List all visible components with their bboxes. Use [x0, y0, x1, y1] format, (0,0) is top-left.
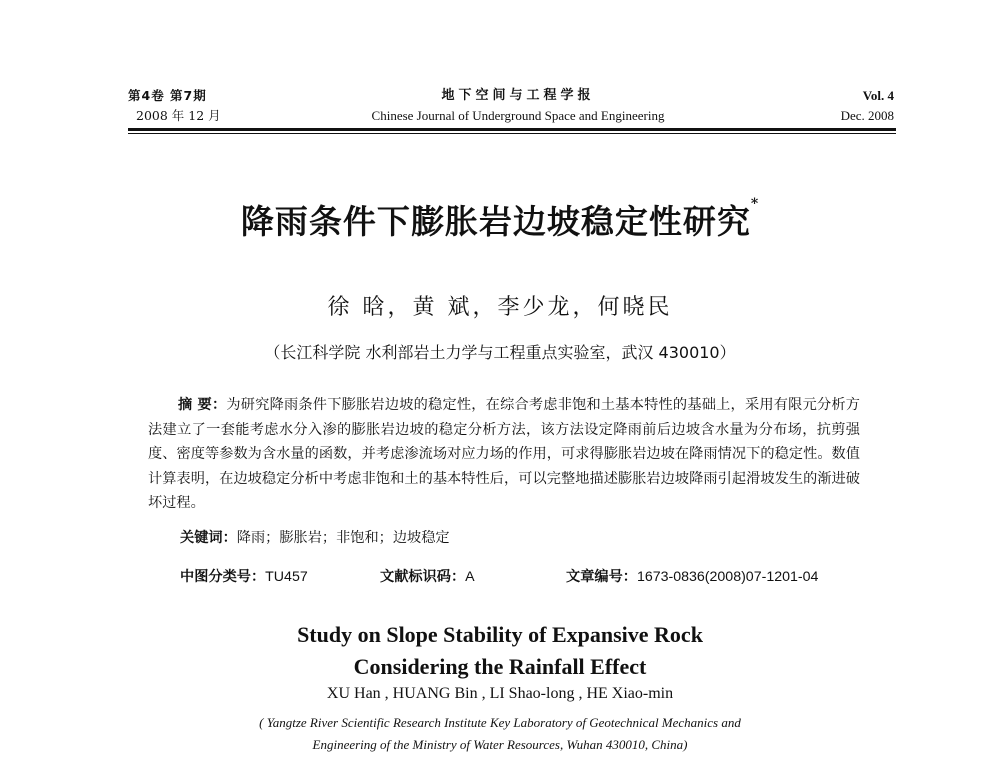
keywords-text: 降雨；膨胀岩；非饱和；边坡稳定 — [236, 530, 450, 546]
paper-title-en-line1: Study on Slope Stability of Expansive Rock — [297, 622, 703, 647]
clc-label: 中图分类号： — [180, 569, 266, 585]
affiliation-en-line1: ( Yangtze River Scientific Research Institute Key Laboratory of Geotechnical Mechanics and — [259, 715, 741, 730]
journal-name-cn: 地下空间与工程学报 — [441, 88, 595, 103]
affiliation-en — [0, 712, 1000, 756]
header-issue-info — [128, 86, 221, 126]
keywords-cn — [180, 527, 450, 549]
header-date-en: Dec. 2008 — [840, 108, 894, 123]
header-volume-issue: 第4卷 第7期 — [128, 88, 207, 103]
paper-title-en — [0, 619, 1000, 683]
authors-en: XU Han , HUANG Bin , LI Shao-long , HE Xiao-min — [326, 685, 674, 702]
authors-cn: 徐 晗，黄 斌，李少龙，何晓民 — [327, 295, 673, 320]
header-journal-name — [308, 86, 728, 126]
affiliation-en-line2: Engineering of the Ministry of Water Resources, Wuhan 430010, China) — [312, 737, 688, 752]
article-number-label: 文章编号： — [566, 569, 637, 585]
header-rule-thick — [128, 128, 896, 131]
paper-title-cn-text: 降雨条件下膨胀岩边坡稳定性研究 — [240, 202, 751, 241]
abstract-text: 为研究降雨条件下膨胀岩边坡的稳定性，在综合考虑非饱和土基本特性的基础上，采用有限元分析方法建立了一套能考虑水分入渗的膨胀岩边坡的稳定分析方法，该方法设定降雨前后边坡含水量为分布场，抗剪强度、密度等参数为含水量的函数，并考虑渗流场对应力场的作用，可求得膨胀岩边坡在降雨情况下的稳定性。数值计算表明，在边坡稳定分析中考虑非饱和土的基本特性后，可以完整地描述膨胀岩边坡降雨引起滑坡发生的渐进破坏过程。 — [148, 397, 860, 511]
running-header — [128, 86, 894, 126]
clc-value: TU457 — [265, 569, 308, 585]
affiliation-cn: （长江科学院 水利部岩土力学与工程重点实验室，武汉 430010） — [264, 343, 736, 362]
keywords-label: 关键词： — [180, 530, 237, 546]
article-number — [566, 566, 818, 588]
journal-name-en: Chinese Journal of Underground Space and Engineering — [371, 108, 665, 123]
header-vol-en: Vol. 4 — [862, 88, 894, 103]
header-issue-date: 2008 年 12 月 — [136, 108, 221, 123]
document-code — [380, 566, 475, 588]
clc-number — [180, 566, 308, 588]
title-footnote-mark: * — [750, 196, 760, 212]
abstract-label: 摘 要： — [178, 397, 227, 413]
header-volume-info-en — [841, 86, 894, 126]
classification-row — [180, 566, 860, 588]
document-code-value: A — [465, 569, 475, 585]
header-rule-thin — [128, 133, 896, 134]
paper-title-cn — [0, 196, 1000, 243]
abstract-cn — [148, 393, 860, 516]
article-number-value: 1673-0836(2008)07-1201-04 — [636, 569, 819, 585]
paper-title-en-line2: Considering the Rainfall Effect — [353, 654, 647, 679]
document-code-label: 文献标识码： — [380, 569, 466, 585]
